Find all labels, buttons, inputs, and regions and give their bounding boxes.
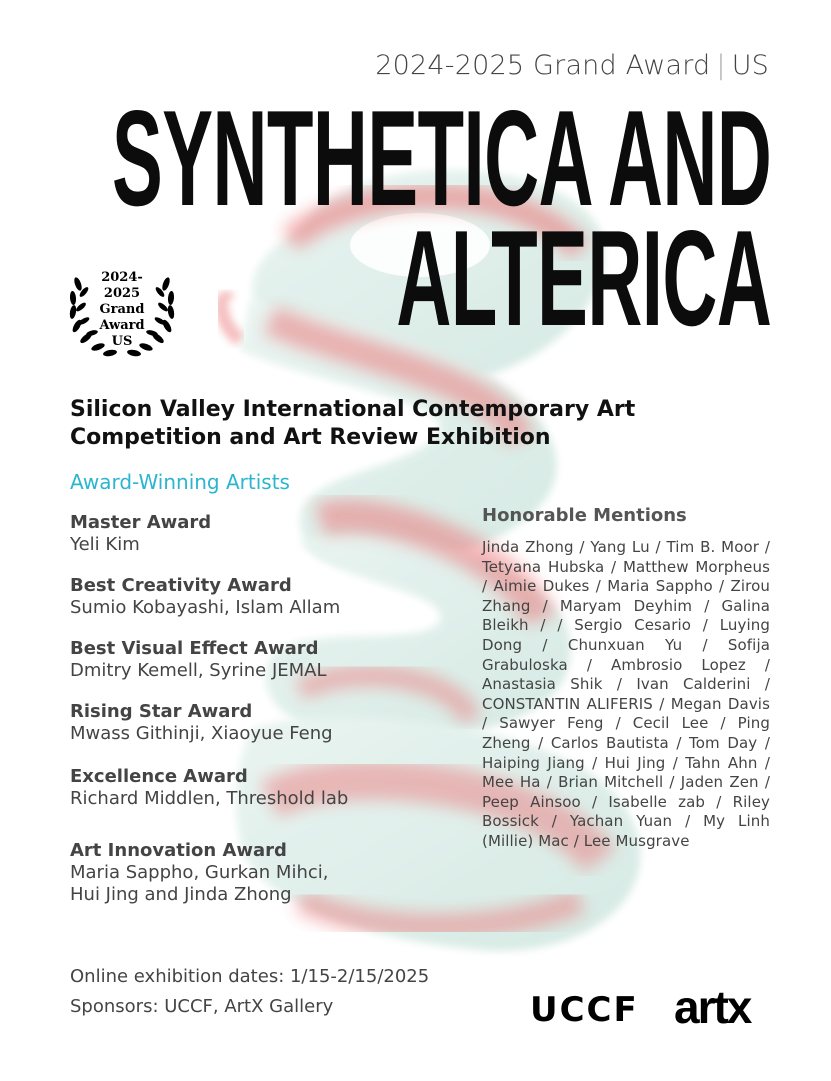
award-item: [70, 638, 470, 682]
sponsors-text: Sponsors: UCCF, ArtX Gallery: [70, 996, 334, 1017]
honorable-mentions-list: Jinda Zhong / Yang Lu / Tim B. Moor / Tetyana Hubska / Matthew Morpheus / Aimie Dukes / Maria Sappho / Zirou Zhang / Maryam Deyhim / Galina Bleikh / / Sergio Cesario / Luying Dong / Chunxuan Yu / Sofija Grabuloska / Ambrosio Lopez / Anastasia Shik / Ivan Calderini / CONSTANTIN ALIFERIS / Megan Davis / Sawyer Feng / Cecil Lee / Ping Zheng / Carlos Bautista / Tom Day / Haiping Jiang / Hui Jing / Tahn Ahn / Mee Ha / Brian Mitchell / Jaden Zen / Peep Ainsoo / Isabelle zab / Riley Bossick / Yachan Yuan / My Linh (Millie) Mac / Lee Musgrave: [482, 538, 770, 850]
badge-line5: US: [111, 334, 133, 349]
award-item: [70, 701, 470, 745]
badge-line2: 2025: [103, 286, 141, 301]
honorable-mentions-title: Honorable Mentions: [482, 505, 687, 526]
award-name: Master Award: [70, 512, 212, 533]
award-winners: Mwass Githinji, Xiaoyue Feng: [70, 723, 333, 744]
award-winners: Maria Sappho, Gurkan Mihci,: [70, 862, 329, 883]
uccf-logo: UCCF: [530, 990, 639, 1030]
award-name: Excellence Award: [70, 766, 248, 787]
award-name: Art Innovation Award: [70, 840, 287, 861]
badge-text: [64, 270, 180, 350]
awards-list: [70, 512, 470, 906]
header-separator: |: [716, 50, 726, 81]
exhibition-title-line1: SYNTHETICA AND: [111, 82, 771, 234]
laurel-award-badge: [64, 262, 180, 362]
exhibition-dates: Online exhibition dates: 1/15-2/15/2025: [70, 966, 430, 987]
award-name: Best Visual Effect Award: [70, 638, 319, 659]
award-winners: Hui Jing and Jinda Zhong: [70, 884, 292, 905]
award-item: [70, 766, 470, 810]
award-name: Rising Star Award: [70, 701, 253, 722]
award-item: [70, 840, 470, 906]
award-year-region: [375, 50, 769, 81]
honorable-mentions: [482, 505, 770, 852]
award-item: [70, 575, 470, 619]
subtitle-line2: Competition and Art Review Exhibition: [70, 425, 551, 450]
badge-line1: 2024-: [101, 270, 143, 285]
region-text: US: [731, 50, 769, 81]
award-winners: Yeli Kim: [70, 534, 140, 555]
award-winning-artists-heading: Award-Winning Artists: [70, 470, 290, 494]
badge-line3: Grand: [99, 302, 145, 317]
badge-line4: Award: [99, 318, 145, 333]
award-item: [70, 512, 470, 556]
exhibition-title-line2: ALTERICA: [396, 202, 771, 354]
subtitle-line1: Silicon Valley International Contemporary Art: [70, 397, 636, 422]
competition-subtitle: [70, 396, 730, 452]
award-name: Best Creativity Award: [70, 575, 292, 596]
artx-logo: artx: [674, 981, 751, 1033]
award-winners: Dmitry Kemell, Syrine JEMAL: [70, 660, 327, 681]
award-year-text: 2024-2025 Grand Award: [375, 50, 711, 81]
award-winners: Richard Middlen, Threshold lab: [70, 788, 349, 809]
award-winners: Sumio Kobayashi, Islam Allam: [70, 597, 341, 618]
